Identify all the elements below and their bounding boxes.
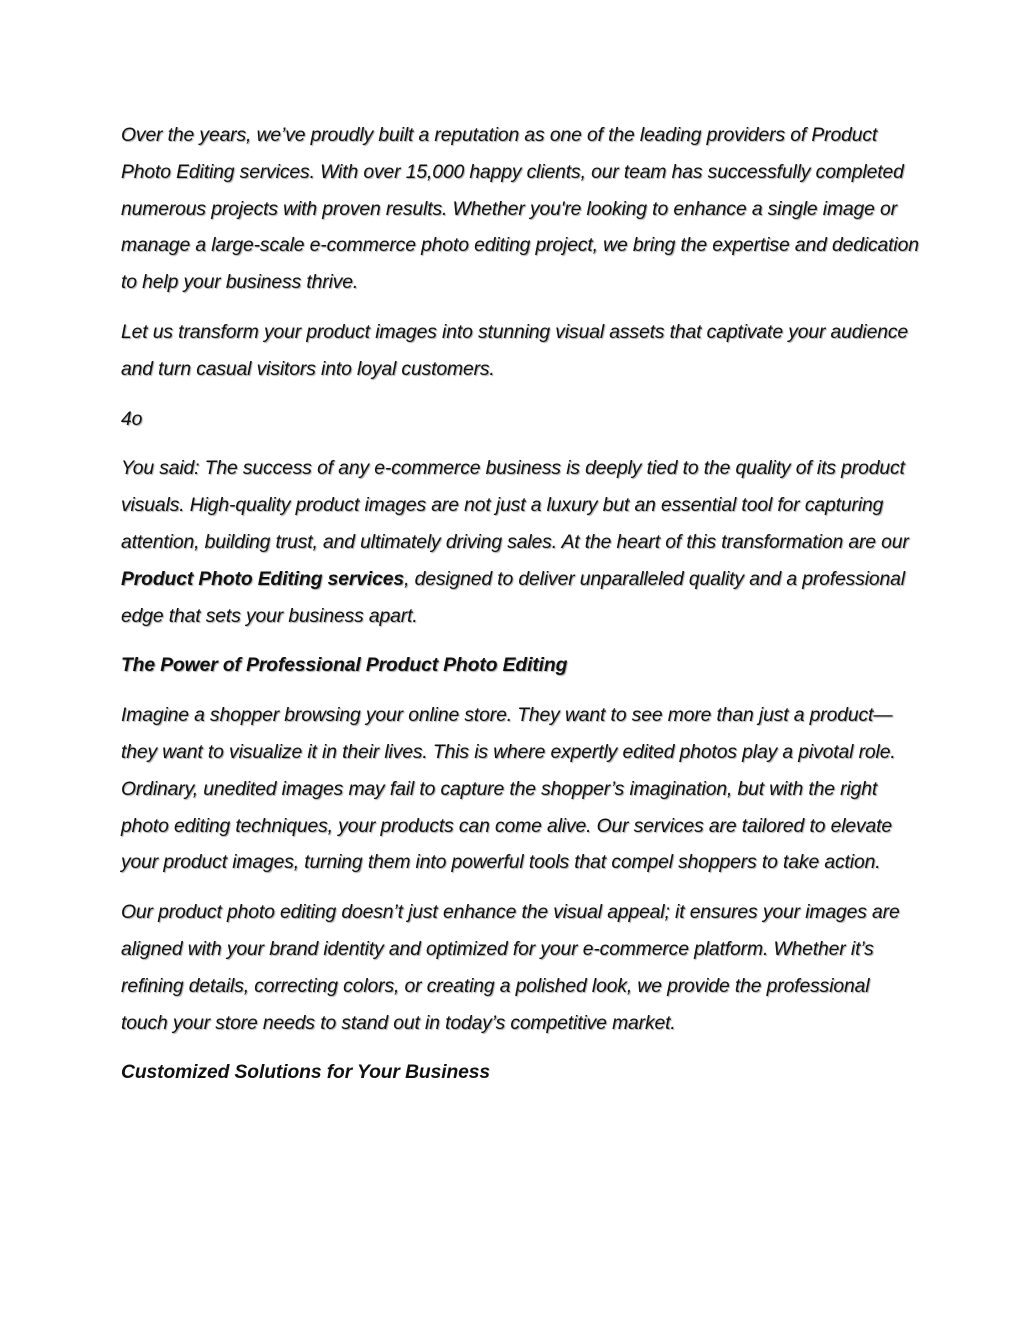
paragraph-you-said [121, 451, 921, 635]
paragraph-shopper: Imagine a shopper browsing your online store. They want to see more than just a product—they want to visualize it in their lives. This is where expertly edited photos play a pivotal role. Ordinary, unedited images may fail to capture the shopper’s imagination, but with the right photo editing techniques, your products can come alive. Our services are tailored to elevate your product images, turning them into powerful tools that compel shoppers to take action. [121, 705, 896, 874]
document-body [121, 118, 921, 1105]
paragraph-you-said-bold: Product Photo Editing services [121, 568, 405, 590]
paragraph-transform: Let us transform your product images into stunning visual assets that captivate your audience and turn casual visitors into loyal customers. [121, 321, 909, 380]
heading-customized-solutions: Customized Solutions for Your Business [121, 1062, 491, 1084]
heading-power-of-editing: The Power of Professional Product Photo Editing [121, 655, 568, 677]
paragraph-visual-appeal: Our product photo editing doesn’t just enhance the visual appeal; it ensures your images are aligned with your brand identity and optimized for your e-commerce platform. Whether it’s refining details, correcting colors, or creating a polished look, we provide the professional touch your store needs to stand out in today’s competitive market. [121, 902, 900, 1034]
paragraph-you-said-text-before: You said: The success of any e-commerce business is deeply tied to the quality of its product visuals. High-quality product images are not just a luxury but an essential tool for capturing attention, building trust, and ultimately driving sales. At the heart of this transformation are our [121, 458, 909, 553]
paragraph-model-label: 4o [121, 408, 143, 430]
paragraph-reputation: Over the years, we’ve proudly built a reputation as one of the leading providers of Product Photo Editing services. With over 15,000 happy clients, our team has successfully completed numerous projects with proven results. Whether you're looking to enhance a single image or manage a large-scale e-commerce photo editing project, we bring the expertise and dedication to help your business thrive. [121, 125, 919, 294]
paragraph-you-said-text-after: , designed to deliver unparalleled quality and a professional edge that sets your business apart. [121, 568, 905, 627]
